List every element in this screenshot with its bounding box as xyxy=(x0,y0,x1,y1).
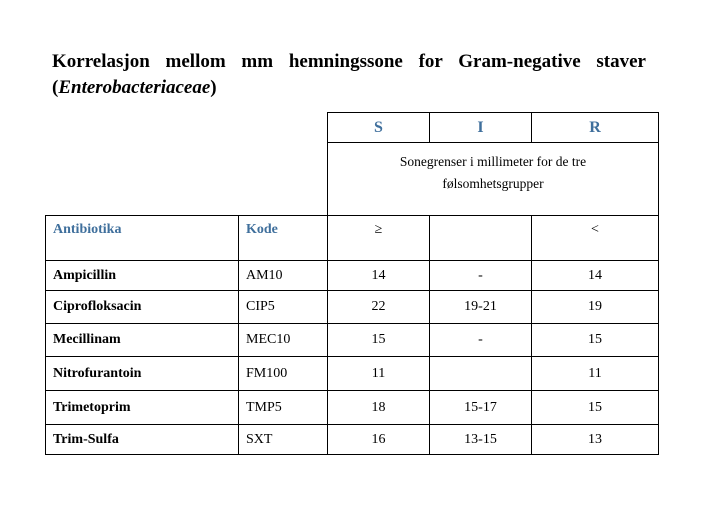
s-value: 14 xyxy=(328,261,430,291)
antibiotic-code: FM100 xyxy=(239,357,328,391)
antibiotic-name: Trim-Sulfa xyxy=(46,425,239,455)
i-value: - xyxy=(430,324,532,357)
table-row xyxy=(46,324,659,357)
r-value: 13 xyxy=(532,425,659,455)
i-value: - xyxy=(430,261,532,291)
column-header-row xyxy=(46,216,659,261)
antibiotic-code: MEC10 xyxy=(239,324,328,357)
table-row xyxy=(46,291,659,324)
antibiotic-code: AM10 xyxy=(239,261,328,291)
s-value: 18 xyxy=(328,391,430,425)
antibiotic-code: TMP5 xyxy=(239,391,328,425)
r-value: 14 xyxy=(532,261,659,291)
table-row xyxy=(46,425,659,455)
antibiotic-name: Trimetoprim xyxy=(46,391,239,425)
code-column-header: Kode xyxy=(239,216,328,261)
antibiotic-name: Ciprofloksacin xyxy=(46,291,239,324)
r-symbol-header: < xyxy=(532,216,659,261)
group-i-header: I xyxy=(430,113,532,143)
i-symbol-header xyxy=(430,216,532,261)
r-value: 15 xyxy=(532,324,659,357)
antibiotic-column-header: Antibiotika xyxy=(46,216,239,261)
s-symbol-header: ≥ xyxy=(328,216,430,261)
title-taxon: Enterobacteriaceae xyxy=(58,77,211,98)
i-value: 13-15 xyxy=(430,425,532,455)
antibiotic-code: SXT xyxy=(239,425,328,455)
r-value: 11 xyxy=(532,357,659,391)
s-value: 11 xyxy=(328,357,430,391)
title-line-1: Korrelasjon mellom mm hemningssone for Gram-negative staver xyxy=(52,51,646,72)
i-value: 19-21 xyxy=(430,291,532,324)
table-row xyxy=(46,391,659,425)
antibiotic-name: Ampicillin xyxy=(46,261,239,291)
table-row xyxy=(46,357,659,391)
r-value: 19 xyxy=(532,291,659,324)
group-header-row xyxy=(46,113,659,143)
table-row xyxy=(46,261,659,291)
susceptibility-table xyxy=(45,112,659,455)
i-value xyxy=(430,357,532,391)
s-value: 15 xyxy=(328,324,430,357)
title-line-2: (Enterobacteriaceae) xyxy=(52,77,217,98)
group-r-header: R xyxy=(532,113,659,143)
antibiotic-name: Nitrofurantoin xyxy=(46,357,239,391)
antibiotic-name: Mecillinam xyxy=(46,324,239,357)
group-s-header: S xyxy=(328,113,430,143)
antibiotic-code: CIP5 xyxy=(239,291,328,324)
s-value: 22 xyxy=(328,291,430,324)
document-title xyxy=(52,49,646,101)
r-value: 15 xyxy=(532,391,659,425)
subheader-row xyxy=(46,143,659,216)
zone-limits-note: Sonegrenser i millimeter for de tre følsomhetsgrupper xyxy=(328,143,659,216)
s-value: 16 xyxy=(328,425,430,455)
i-value: 15-17 xyxy=(430,391,532,425)
